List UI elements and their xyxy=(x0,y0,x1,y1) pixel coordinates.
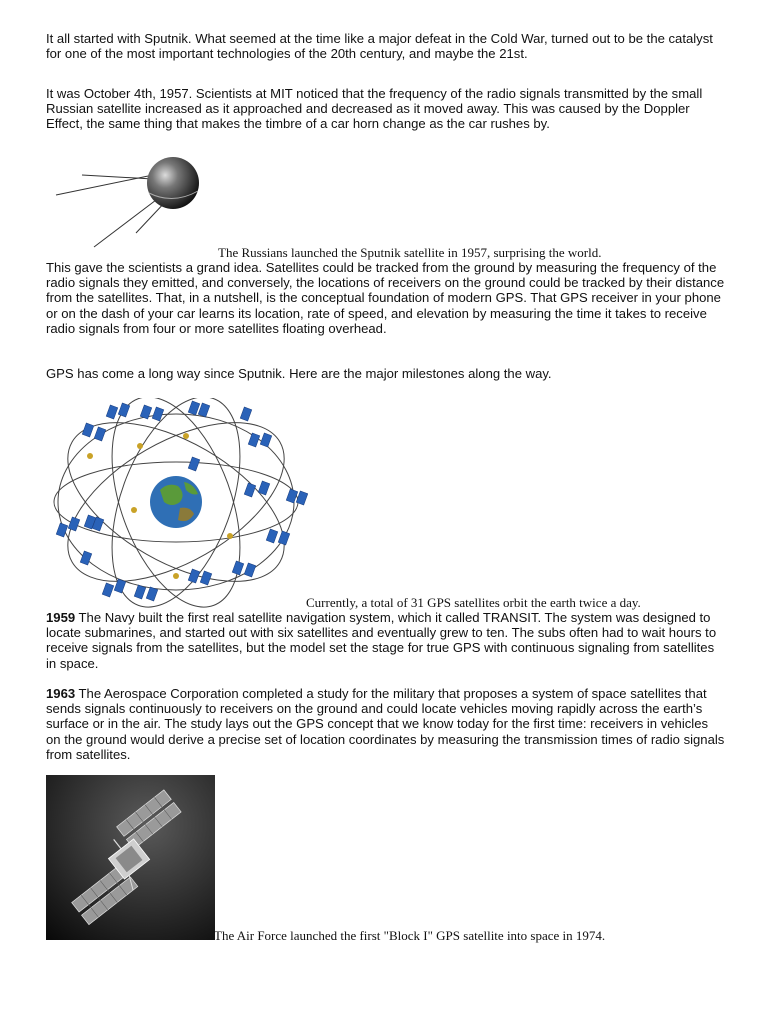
paragraph-intro: It all started with Sputnik. What seemed at the time like a major defeat in the Cold War, turned out to be the catalyst for one of the most important technologies of the 20th century, and maybe the 21st. xyxy=(46,31,713,62)
paragraph-grand-idea: This gave the scientists a grand idea. Satellites could be tracked from the ground by measuring the frequency of the radio signals they emitted, and conversely, the locations of receivers on the ground could be tracked by their distance from the satellites. That, in a nutshell, is the conceptual foundation of modern GPS. That GPS receiver in your phone or on the dash of your car learns its location, rate of speed, and elevation by measuring the time it takes to receive radio signals from four or more satellites floating overhead. xyxy=(46,260,725,336)
paragraph-1963 xyxy=(46,686,726,762)
paragraph-milestones-intro: GPS has come a long way since Sputnik. Here are the major milestones along the way. xyxy=(46,366,552,381)
paragraph-1959-text: The Navy built the first real satellite navigation system, which it called TRANSIT. The system was designed to locate submarines, and started out with six satellites and eventually grew to ten. The subs often had to wait hours to receive signals from the satellites, but the model set the stage for true GPS with continuous signaling from satellites in space. xyxy=(46,610,717,671)
paragraph-1959 xyxy=(46,610,726,671)
year-1963: 1963 xyxy=(46,686,76,701)
gps-constellation-image xyxy=(50,398,308,608)
constellation-caption: Currently, a total of 31 GPS satellites orbit the earth twice a day. xyxy=(306,595,641,610)
paragraph-1963-text: The Aerospace Corporation completed a study for the military that proposes a system of space satellites that sends signals continuously to receivers on the ground and could locate vehicles moving rapidly across the earth’s surface or in the air. The study lays out the GPS concept that we know today for the first time: receivers in vehicles on the ground would derive a precise set of location coordinates by measuring the transmission times of radio signals from satellites. xyxy=(46,686,725,762)
block-i-satellite-photo xyxy=(46,775,215,940)
earth-icon xyxy=(150,476,202,528)
year-1959: 1959 xyxy=(46,610,76,625)
sputnik-caption: The Russians launched the Sputnik satellite in 1957, surprising the world. xyxy=(218,245,602,260)
block-i-caption: The Air Force launched the first "Block I" GPS satellite into space in 1974. xyxy=(214,928,606,943)
paragraph-october-1957: It was October 4th, 1957. Scientists at MIT noticed that the frequency of the radio signals transmitted by the small Russian satellite increased as it approached and decreased as it moved away. This was caused by the Doppler Effect, the same thing that makes the timbre of a car horn change as the car rushes by. xyxy=(46,86,703,132)
sputnik-image xyxy=(50,153,210,251)
